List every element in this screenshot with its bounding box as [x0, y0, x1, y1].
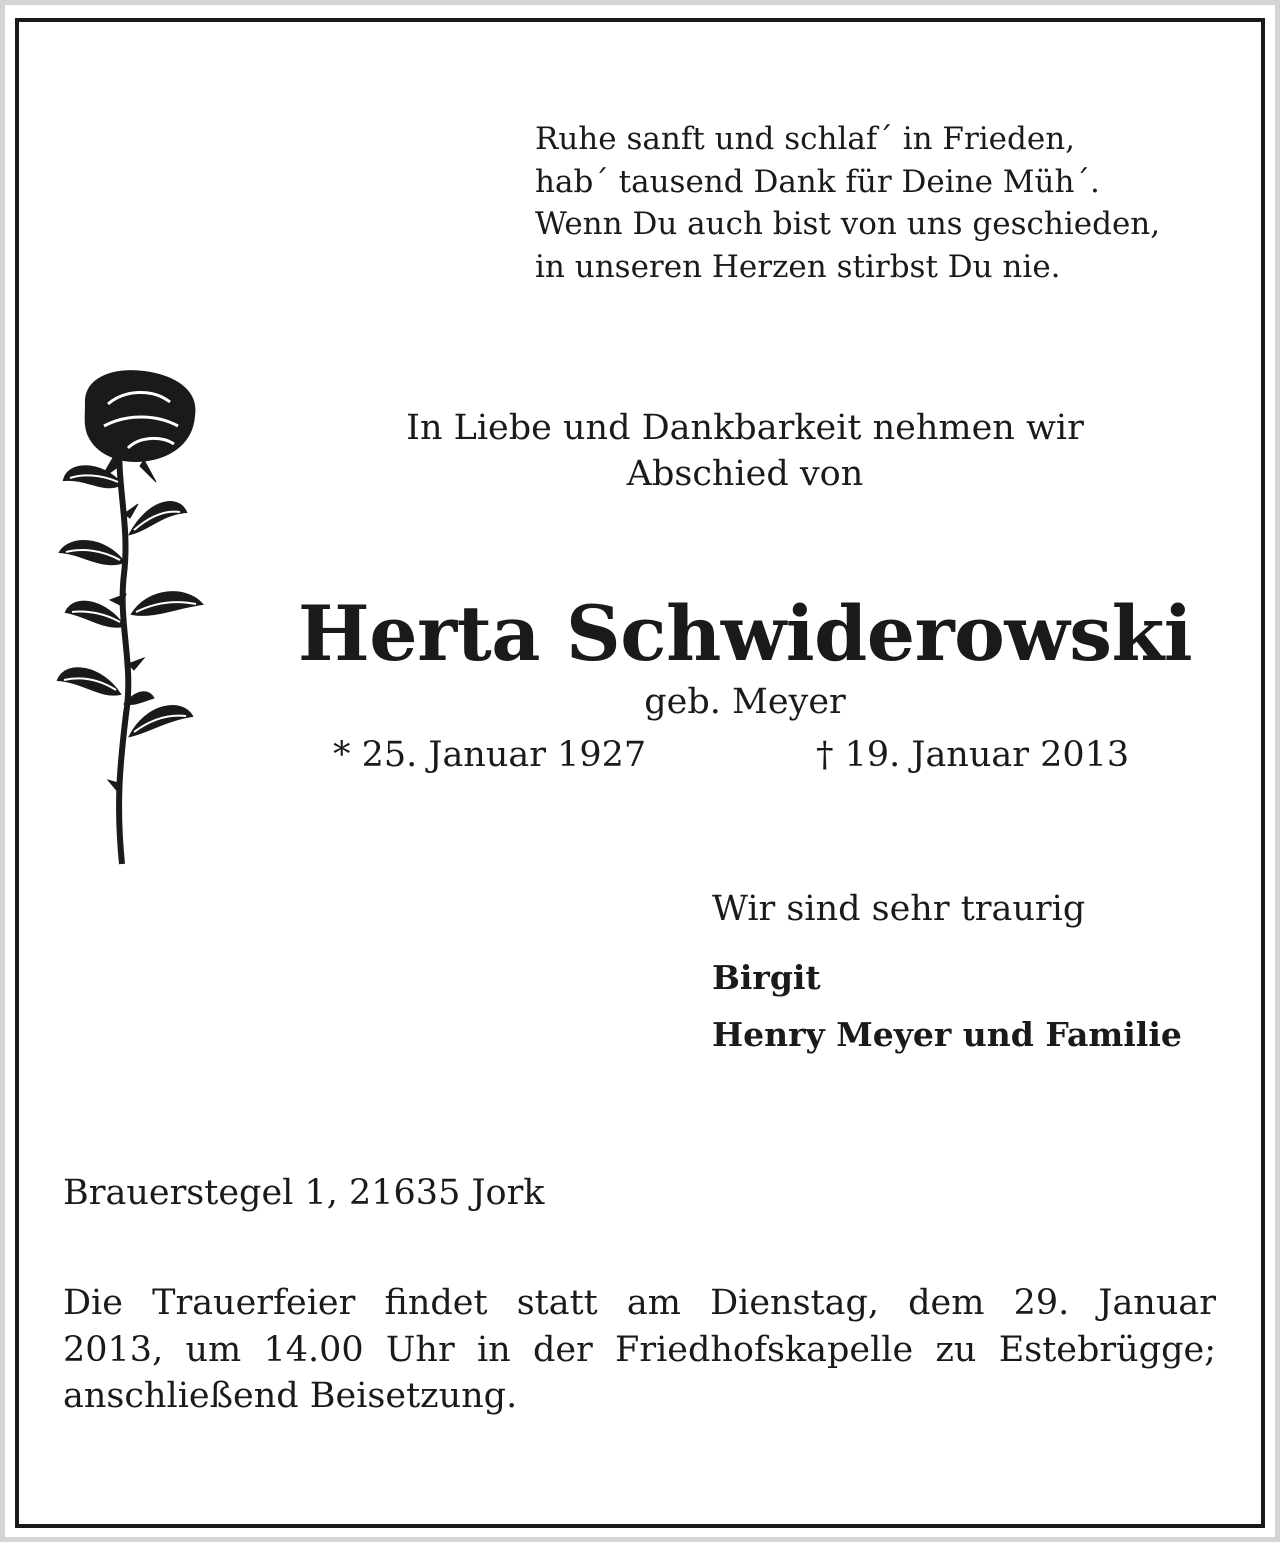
intro-line: Abschied von — [626, 454, 864, 494]
poem-line: in unseren Herzen stirbst Du nie. — [535, 248, 1061, 285]
service-line: Die Trauerfeier findet statt am Dienstag, dem 29. Januar — [63, 1283, 1216, 1323]
service-line: anschließend Beisetzung. — [63, 1376, 518, 1416]
service-line: 2013, um 14.00 Uhr in der Friedhofskapelle zu Estebrügge; — [63, 1329, 1216, 1370]
poem-line: hab´ tausend Dank für Deine Müh´. — [535, 163, 1100, 200]
rose-icon — [44, 364, 214, 876]
birth-date: * 25. Januar 1927 — [333, 735, 647, 775]
poem-line: Ruhe sanft und schlaf´ in Frieden, — [535, 121, 1076, 157]
address: Brauerstegel 1, 21635 Jork — [63, 1173, 545, 1213]
mourner-name: Birgit — [712, 958, 821, 997]
death-date: † 19. Januar 2013 — [816, 735, 1130, 775]
mourners-intro: Wir sind sehr traurig — [712, 889, 1086, 929]
maiden-name: geb. Meyer — [644, 682, 846, 722]
deceased-name: Herta Schwiderowski — [297, 589, 1193, 678]
intro-text — [300, 405, 1190, 497]
intro-line: In Liebe und Dankbarkeit nehmen wir — [406, 408, 1084, 448]
mourner-name: Henry Meyer und Familie — [712, 1015, 1182, 1054]
poem-line: Wenn Du auch bist von uns geschieden, — [535, 206, 1161, 242]
poem — [535, 118, 1160, 288]
service-info — [63, 1280, 1216, 1420]
